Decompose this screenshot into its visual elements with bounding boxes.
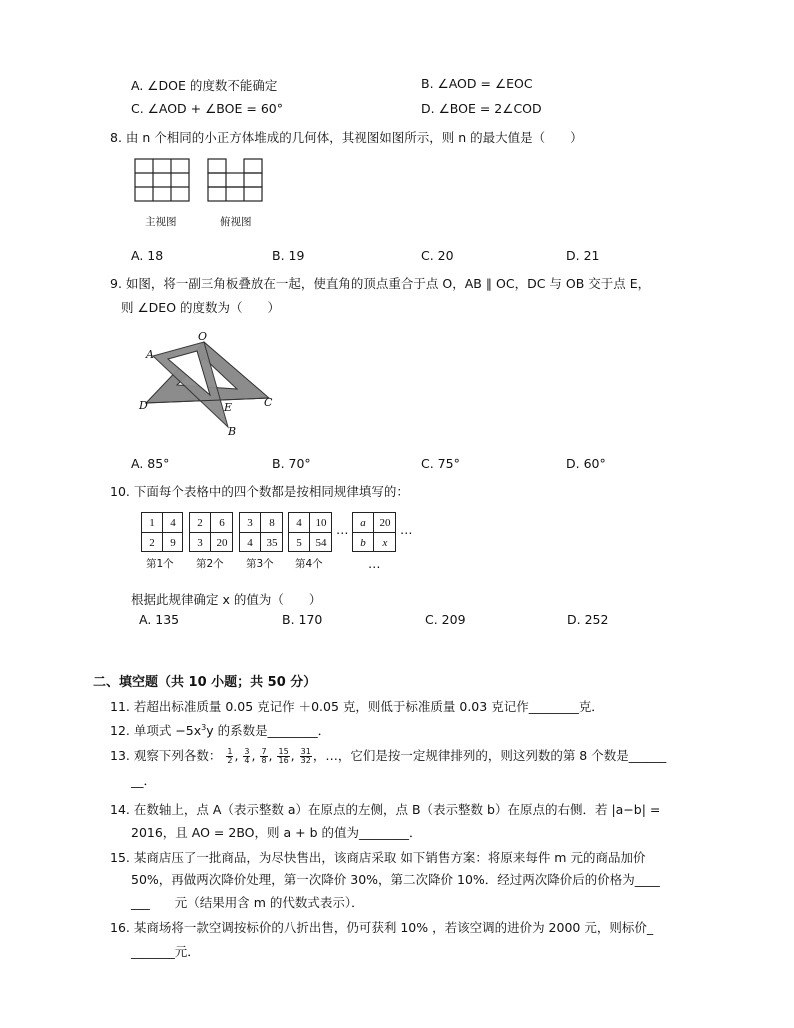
table-cell: 2	[197, 516, 203, 529]
q8-option-a: A. 18	[131, 248, 164, 263]
q15-line1: 15. 某商店压了一批商品，为尽快售出，该商店采取 如下销售方案：将原来每件 m 元的商品加价	[110, 850, 646, 865]
ellipsis: …	[368, 556, 381, 571]
number-table	[352, 512, 396, 552]
table-cell: 9	[170, 536, 176, 549]
label-c: C	[264, 396, 273, 409]
table-cell: 6	[219, 516, 225, 529]
q16-line1: 16. 某商场将一款空调按标价的八折出售，仍可获利 10% ，若该空调的进价为 2000 元，则标价_	[110, 920, 654, 935]
q9-triangles-figure	[138, 326, 288, 438]
table-cell: a	[360, 516, 366, 529]
q9-option-a: A. 85°	[131, 456, 170, 471]
number-table	[239, 512, 283, 552]
q8-text: 8. 由 n 个相同的小正方体堆成的几何体，其视图如图所示，则 n 的最大值是（ ）	[110, 130, 583, 145]
table-cell: b	[360, 536, 366, 549]
table-cell: 10	[315, 516, 327, 529]
q9-text-line2: 则 ∠DEO 的度数为（ ）	[121, 300, 281, 315]
label-b: B	[228, 425, 237, 438]
table-cell: 3	[247, 516, 253, 529]
table-cell: 2	[149, 536, 155, 549]
q10-option-d: D. 252	[567, 612, 609, 627]
q10-text: 10. 下面每个表格中的四个数都是按相同规律填写的：	[110, 484, 409, 499]
number-table	[141, 512, 183, 552]
q13-post: ，…，它们是按一定规律排列的，则这列数的第 8 个数是______	[312, 748, 667, 763]
q9-option-d: D. 60°	[566, 456, 606, 471]
q7-option-c: C. ∠AOD + ∠BOE = 60°	[131, 101, 283, 116]
table-cell: 4	[296, 516, 302, 529]
number-table	[189, 512, 233, 552]
table-cell: 3	[197, 536, 203, 549]
front-view-label: 主视图	[145, 216, 177, 228]
q8-option-d: D. 21	[566, 248, 600, 263]
q14-line1: 14. 在数轴上，点 A（表示整数 a）在原点的左侧，点 B（表示整数 b）在原点的右侧．若 |a−b| =	[110, 802, 661, 817]
label-o: O	[198, 330, 208, 343]
number-table	[288, 512, 332, 552]
q12-post: y 的系数是________．	[206, 723, 331, 738]
q10-ask: 根据此规律确定 x 的值为（ ）	[131, 592, 322, 607]
label-d: D	[139, 399, 148, 412]
q11-text: 11. 若超出标准质量 0.05 克记作 ＋0.05 克，则低于标准质量 0.03 克记作________克．	[110, 699, 604, 714]
q9-option-b: B. 70°	[272, 456, 311, 471]
q13-text: 13. 观察下列各数： $\frac{1}{2}$ , $\frac{3}{4}$ , $\frac{7}{8}$ , $\frac{15}{16}$ , $\frac{31}{32}$ ，…，它们是按一定规律排列的，则这列数的第 8 个数是______	[110, 747, 667, 765]
table-cell: 4	[170, 516, 176, 529]
q9-option-c: C. 75°	[421, 456, 460, 471]
ellipsis: …	[336, 522, 349, 537]
q12-exponent: 3	[201, 722, 207, 732]
front-view-grid	[135, 159, 189, 201]
q7-option-b: B. ∠AOD = ∠EOC	[421, 76, 533, 91]
q15-line3: ___ 元（结果用含 m 的代数式表示）．	[131, 895, 364, 910]
label-a: A	[146, 348, 154, 361]
table-caption: 第1个	[146, 558, 174, 570]
table-cell: 8	[269, 516, 275, 529]
q9-text-line1: 9. 如图，将一副三角板叠放在一起，使直角的顶点重合于点 O，AB ∥ OC，DC 与 OB 交于点 E，	[110, 276, 651, 291]
label-e: E	[224, 401, 233, 414]
q14-line2: 2016，且 AO = 2BO，则 a + b 的值为________．	[131, 825, 422, 840]
q16-line2: _______元．	[131, 944, 200, 959]
q7-option-d: D. ∠BOE = 2∠COD	[421, 101, 542, 116]
q8-views-figure	[130, 156, 270, 206]
table-cell: 1	[149, 516, 155, 529]
section-title: 二、填空题（共 10 小题；共 50 分）	[93, 675, 317, 690]
fraction: $\frac{1}{2}$	[227, 747, 233, 765]
table-cell: 20	[379, 516, 391, 529]
q10-option-a: A. 135	[139, 612, 180, 627]
q7-option-a: A. ∠DOE 的度数不能确定	[131, 78, 278, 93]
table-cell: 54	[315, 536, 327, 549]
table-caption: 第3个	[246, 558, 274, 570]
fraction: $\frac{3}{4}$	[244, 747, 250, 765]
q10-option-c: C. 209	[425, 612, 466, 627]
fraction: $\frac{15}{16}$	[278, 747, 289, 765]
q13-pre: 13. 观察下列各数：	[110, 748, 222, 763]
table-cell: 4	[247, 536, 253, 549]
table-caption: 第2个	[196, 558, 224, 570]
table-cell: 5	[296, 536, 302, 549]
table-caption: 第4个	[295, 558, 323, 570]
q10-option-b: B. 170	[282, 612, 323, 627]
q12-pre: 12. 单项式 −5x	[110, 723, 202, 738]
table-cell: 35	[266, 536, 278, 549]
fraction: $\frac{31}{32}$	[300, 747, 311, 765]
q8-option-c: C. 20	[421, 248, 454, 263]
top-view-label: 俯视图	[220, 216, 252, 228]
q15-line2: 50%，再做两次降价处理，第一次降价 30%，第二次降价 10%．经过两次降价后的价格为____	[131, 872, 660, 887]
table-cell: x	[382, 536, 388, 549]
ellipsis: …	[400, 522, 413, 537]
q13-tail: __．	[131, 773, 157, 788]
q8-option-b: B. 19	[272, 248, 305, 263]
fraction: $\frac{7}{8}$	[261, 747, 267, 765]
table-cell: 20	[216, 536, 228, 549]
q12-text	[110, 721, 330, 739]
top-view-grid	[208, 159, 262, 201]
